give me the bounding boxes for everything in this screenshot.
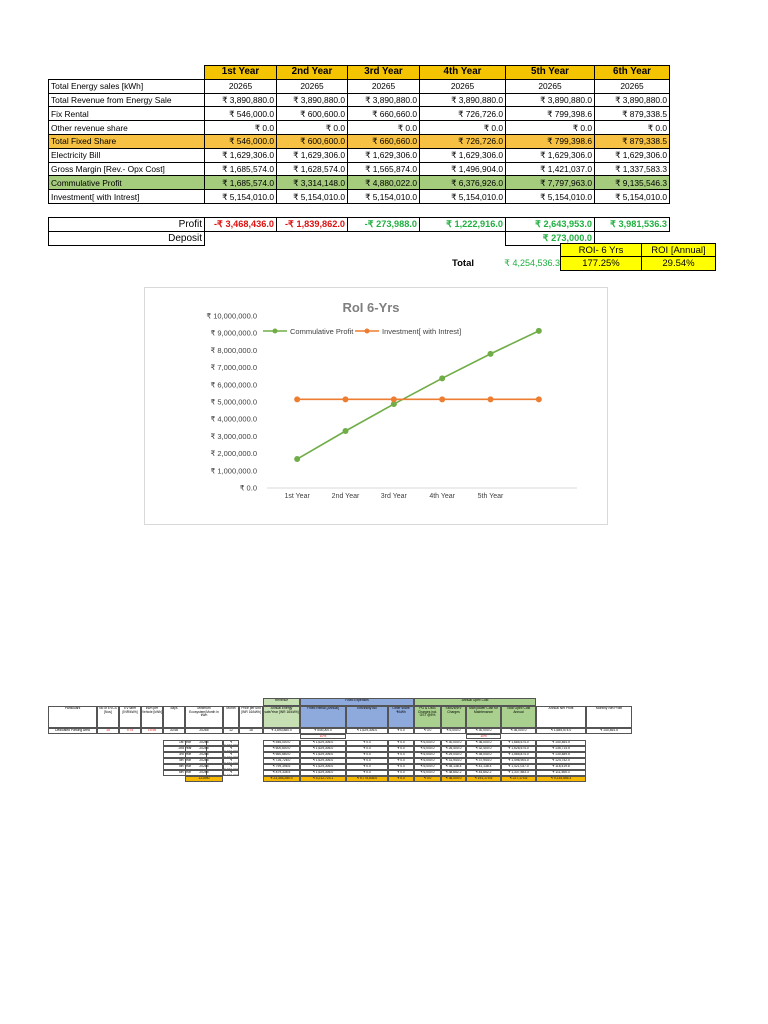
year-row-cell: ₹ 6,000.0: [414, 740, 441, 746]
row-value: ₹ 5,154,010.0: [420, 190, 506, 204]
first-row-cell: ₹ 1,685,574.0: [536, 728, 586, 734]
year-row-cell: ₹ 0.0: [346, 746, 388, 752]
row-value: ₹ 3,890,880.0: [595, 93, 670, 107]
year-row-cell: 20265: [185, 752, 223, 758]
year-row-cell: ₹ 0.0: [388, 746, 414, 752]
row-label: Electricity Bill: [49, 148, 205, 162]
total-row-cell: ₹ 227,174.6: [501, 776, 536, 782]
row-label: Other revenue share: [49, 121, 205, 135]
column-header: days: [163, 706, 185, 728]
row-value: ₹ 1,629,306.0: [348, 148, 420, 162]
year-row-cell: ₹ 0.0: [388, 752, 414, 758]
year-row-cell: ₹ 0.0: [388, 770, 414, 776]
total-row-cell: ₹ 0.0: [388, 776, 414, 782]
first-row-cell: Dedicated Parking Area: [48, 728, 97, 734]
pct-cell: 10%: [466, 734, 501, 739]
roi-chart: [144, 287, 608, 525]
y-tick-label: ₹ 6,000,000.0: [210, 380, 257, 390]
row-label: Commulative Profit: [49, 176, 205, 190]
total-row-cell: ₹ 9,775,836.0: [346, 776, 388, 782]
first-row-cell: ₹ 6,000.0: [441, 728, 466, 734]
row-value: ₹ 0.0: [205, 121, 277, 135]
row-value: ₹ 3,890,880.0: [348, 93, 420, 107]
year-row-cell: ₹ 1,565,874.0: [501, 752, 536, 758]
year-row-cell: ₹ 799,398.6: [263, 764, 300, 770]
first-row-cell: ₹ 0.0: [388, 728, 414, 734]
column-header: Price per unit [INR 16/kWh]: [239, 706, 263, 728]
deposit-label: Deposit: [49, 232, 205, 246]
series-line-commulative-profit: [297, 331, 539, 459]
legend-marker-profit: [273, 329, 278, 334]
year-row-cell: ₹ 3,890,880: [224, 770, 239, 776]
year-row-cell: ₹ 135,714.5: [536, 746, 586, 752]
year-row-cell: ₹ 1,496,904.0: [501, 758, 536, 764]
column-header: Total Opex Cost Annual: [501, 706, 536, 728]
year-row-cell: ₹ 37,944.0: [466, 758, 501, 764]
year-row-cell: ₹ 31,944.0: [441, 758, 466, 764]
row-value: ₹ 0.0: [277, 121, 348, 135]
row-value: ₹ 5,154,010.0: [595, 190, 670, 204]
first-row-cell: ₹ 0.0: [414, 728, 441, 734]
year-row-cell: ₹ 41,138.4: [466, 764, 501, 770]
profit-label: Profit: [49, 218, 205, 232]
row-value: ₹ 0.0: [506, 121, 595, 135]
year-row-cell: ₹ 111,465.3: [536, 770, 586, 776]
year-row-cell: ₹ 0.0: [388, 764, 414, 770]
roi-annual-label: ROI [Annual]: [641, 243, 716, 258]
year-header: 1st Year: [205, 66, 277, 80]
legend-marker-investment: [365, 329, 370, 334]
column-header: Monthly Net Profit: [586, 706, 632, 728]
x-axis: [267, 488, 577, 500]
row-value: ₹ 600,600.0: [277, 107, 348, 121]
year-row-cell: ₹ 1,629,306.0: [300, 746, 346, 752]
row-value: ₹ 5,154,010.0: [205, 190, 277, 204]
column-header: No of EVCS [Nos]: [97, 706, 119, 728]
row-value: ₹ 5,154,010.0: [277, 190, 348, 204]
row-value: ₹ 546,000.0: [205, 134, 277, 148]
year-row-cell: ₹ 3,890,880: [224, 752, 239, 758]
year-row-cell: ₹ 3,890,880: [224, 740, 239, 746]
financial-row: [49, 121, 670, 135]
row-value: ₹ 6,376,926.0: [420, 176, 506, 190]
row-value: ₹ 879,338.5: [595, 134, 670, 148]
year-row-cell: ₹ 1,629,306.0: [300, 740, 346, 746]
roi-chart-svg: [145, 288, 607, 524]
row-value: ₹ 1,685,574.0: [205, 176, 277, 190]
financial-row: [49, 148, 670, 162]
row-value: ₹ 1,629,306.0: [420, 148, 506, 162]
row-label: Investment[ with Intrest]: [49, 190, 205, 204]
first-row-cell: ₹ 546,000.0: [300, 728, 346, 734]
total-label: Total: [452, 258, 474, 269]
profit-value: -₹ 273,988.0: [348, 218, 420, 232]
year-row-cell: ₹ 1,629,306.0: [300, 752, 346, 758]
year-row-cell: ₹ 6,000.0: [414, 764, 441, 770]
y-tick-label: ₹ 9,000,000.0: [210, 328, 257, 338]
year-row-cell: ₹ 35,138.4: [441, 764, 466, 770]
x-tick-label: 2nd Year: [331, 493, 360, 500]
row-value: ₹ 1,685,574.0: [205, 162, 277, 176]
row-value: 20265: [348, 79, 420, 93]
profit-value: -₹ 3,468,436.0: [205, 218, 277, 232]
row-label: Gross Margin [Rev.- Opx Cost]: [49, 162, 205, 176]
first-row-cell: ₹ 1,629,306.0: [346, 728, 388, 734]
financial-row: [49, 93, 670, 107]
year-row-cell: ₹ 600,600.0: [263, 746, 300, 752]
x-tick-label: 1st Year: [284, 493, 310, 500]
y-tick-label: ₹ 3,000,000.0: [210, 431, 257, 441]
year-row-cell: ₹ 1,628,574.0: [501, 746, 536, 752]
year-row-cell: ₹ 0.0: [346, 740, 388, 746]
first-row-cell: ₹ 3,890,880.0: [263, 728, 300, 734]
first-row-cell: ₹ 36,000.0: [501, 728, 536, 734]
data-point-investment: [439, 396, 445, 402]
year-row-cell: ₹ 1,629,306.0: [300, 758, 346, 764]
first-row-cell: 9.75: [119, 728, 141, 734]
group-header-revenue: Revenue: [263, 698, 300, 706]
y-tick-label: ₹ 10,000,000.0: [206, 311, 257, 321]
y-axis: [206, 312, 257, 493]
year-row-label: 3rd Year: [163, 752, 207, 758]
data-point-commulative-profit: [536, 328, 542, 334]
profit-value: -₹ 1,839,862.0: [277, 218, 348, 232]
row-value: 20265: [205, 79, 277, 93]
data-point-commulative-profit: [439, 375, 445, 381]
year-row-cell: ₹ 0.0: [346, 770, 388, 776]
first-row-cell: 12: [223, 728, 239, 734]
year-header: 5th Year: [506, 66, 595, 80]
row-value: ₹ 5,154,010.0: [348, 190, 420, 204]
column-header: Fixed Rental [Annual]: [300, 706, 346, 728]
year-row-cell: ₹ 118,419.8: [536, 764, 586, 770]
deposit-blank: [205, 232, 506, 246]
profit-table: [48, 217, 670, 246]
column-header: Annual Net Profit: [536, 706, 586, 728]
year-header-row: [49, 66, 670, 80]
total-row-cell: ₹ 0.0: [414, 776, 441, 782]
year-header: 2nd Year: [277, 66, 348, 80]
roi-6yrs-label: ROI- 6 Yrs: [560, 243, 642, 258]
financial-row: [49, 107, 670, 121]
first-row-cell: 15: [97, 728, 119, 734]
row-label: Total Fixed Share: [49, 134, 205, 148]
x-tick-label: 3rd Year: [380, 493, 407, 500]
total-row-cell: ₹ 9,135,546.3: [536, 776, 586, 782]
financial-row: [49, 134, 670, 148]
column-header: Annual Energy sale/Year [INR 16/kWh]: [263, 706, 300, 728]
data-point-commulative-profit: [294, 456, 300, 462]
row-value: ₹ 3,890,880.0: [420, 93, 506, 107]
year-row-cell: 20265: [185, 758, 223, 764]
year-row-cell: ₹ 1,629,306.0: [300, 764, 346, 770]
column-header: Man power Cost for Maintenance: [466, 706, 501, 728]
year-header: 3rd Year: [348, 66, 420, 80]
column-header: EV tariff [INR/kWh]: [119, 706, 141, 728]
row-value: ₹ 879,338.5: [595, 107, 670, 121]
y-tick-label: ₹ 1,000,000.0: [210, 466, 257, 476]
y-tick-label: ₹ 0.0: [239, 483, 257, 493]
row-value: ₹ 0.0: [595, 121, 670, 135]
row-value: ₹ 660,660.0: [348, 134, 420, 148]
year-row-cell: ₹ 0.0: [346, 752, 388, 758]
year-row-cell: ₹ 879,338.5: [263, 770, 300, 776]
row-label: Total Energy sales [kWh]: [49, 79, 205, 93]
row-value: ₹ 546,000.0: [205, 107, 277, 121]
year-row-cell: ₹ 3,890,880: [224, 758, 239, 764]
year-row-cell: ₹ 32,400.0: [466, 746, 501, 752]
row-value: ₹ 799,398.6: [506, 107, 595, 121]
pct-cell: 10%: [300, 734, 346, 739]
row-value: ₹ 726,726.0: [420, 107, 506, 121]
data-point-investment: [536, 396, 542, 402]
year-row-cell: 20265: [185, 764, 223, 770]
row-value: ₹ 9,135,546.3: [595, 176, 670, 190]
year-row-cell: ₹ 1,629,306.0: [300, 770, 346, 776]
plot-area: [294, 328, 542, 462]
row-value: ₹ 0.0: [348, 121, 420, 135]
year-row-cell: 20265: [185, 740, 223, 746]
y-tick-label: ₹ 8,000,000.0: [210, 345, 257, 355]
roi-annual-value: 29.54%: [641, 256, 716, 271]
y-tick-label: ₹ 7,000,000.0: [210, 363, 257, 373]
year-row-cell: 20265: [185, 746, 223, 752]
total-row-cell: ₹ 191,174.6: [466, 776, 501, 782]
year-row-cell: ₹ 1,421,037.0: [501, 764, 536, 770]
data-point-investment: [294, 396, 300, 402]
year-row-cell: ₹ 6,000.0: [414, 746, 441, 752]
x-tick-label: 5th Year: [477, 493, 504, 500]
row-value: ₹ 5,154,010.0: [506, 190, 595, 204]
roi-6yrs-value: 177.25%: [560, 256, 642, 271]
year-row-cell: ₹ 0.0: [346, 758, 388, 764]
column-header: SMS/WIFI/ Charges: [441, 706, 466, 728]
total-value: ₹ 4,254,536.3: [504, 258, 560, 268]
year-row-label: 1st Year: [163, 740, 207, 746]
year-row-cell: ₹ 3,890,880: [224, 746, 239, 752]
legend-label-investment: Investment[ with Intrest]: [382, 327, 462, 336]
y-tick-label: ₹ 4,000,000.0: [210, 414, 257, 424]
row-value: ₹ 3,890,880.0: [277, 93, 348, 107]
year-row-label: 4th Year: [163, 758, 207, 764]
row-value: ₹ 1,421,037.0: [506, 162, 595, 176]
year-row-cell: ₹ 546,000.0: [263, 740, 300, 746]
year-row-cell: ₹ 6,000.0: [414, 758, 441, 764]
financial-row: [49, 176, 670, 190]
column-header: PG & OMS Charges incl. GST @5%: [414, 706, 441, 728]
year-row-label: 5th Year: [163, 764, 207, 770]
year-row-cell: ₹ 124,742.0: [536, 758, 586, 764]
first-row-cell: 30.66: [163, 728, 185, 734]
profit-value: ₹ 3,981,536.3: [595, 218, 670, 232]
year-row-cell: 20265: [185, 770, 223, 776]
row-value: ₹ 660,660.0: [348, 107, 420, 121]
row-value: ₹ 726,726.0: [420, 134, 506, 148]
year-header: 6th Year: [595, 66, 670, 80]
data-point-commulative-profit: [343, 428, 349, 434]
data-point-investment: [391, 396, 397, 402]
row-value: ₹ 3,314,148.0: [277, 176, 348, 190]
year-row-label: 6th Year: [163, 770, 207, 776]
row-label: Fix Rental: [49, 107, 205, 121]
profit-value: ₹ 2,643,953.0: [506, 218, 595, 232]
data-point-investment: [343, 396, 349, 402]
row-value: ₹ 3,890,880.0: [205, 93, 277, 107]
deposit-value: ₹ 273,000.0: [506, 232, 595, 246]
year-row-cell: ₹ 140,464.5: [536, 740, 586, 746]
group-header-opex: Annual Opex Cost: [414, 698, 536, 706]
financial-summary-table: [48, 65, 670, 204]
data-point-investment: [488, 396, 494, 402]
row-value: ₹ 4,880,022.0: [348, 176, 420, 190]
year-row-cell: ₹ 726,726.0: [263, 758, 300, 764]
first-row-cell: 19.95: [141, 728, 163, 734]
y-tick-label: ₹ 5,000,000.0: [210, 397, 257, 407]
year-row-cell: ₹ 1,685,574.0: [501, 740, 536, 746]
total-row-cell: ₹ 36,000.0: [441, 776, 466, 782]
row-value: ₹ 0.0: [420, 121, 506, 135]
row-value: ₹ 799,398.6: [506, 134, 595, 148]
row-label: Total Revenue from Energy Sale: [49, 93, 205, 107]
year-row-cell: ₹ 3,890,880: [224, 764, 239, 770]
total-row-cell: ₹ 4,212,723.1: [300, 776, 346, 782]
row-value: ₹ 1,629,306.0: [506, 148, 595, 162]
financial-row: [49, 162, 670, 176]
chart-legend: [263, 327, 461, 336]
row-value: ₹ 1,629,306.0: [595, 148, 670, 162]
year-row-cell: ₹ 26,400.0: [441, 746, 466, 752]
year-row-label: 2nd Year: [163, 746, 207, 752]
year-row-cell: ₹ 36,000.0: [466, 740, 501, 746]
first-row-cell: ₹ 30,000.0: [466, 728, 501, 734]
column-header: Other share ₹/kWh: [388, 706, 414, 728]
column-header: Particulars: [48, 706, 97, 728]
year-row-cell: ₹ 130,489.5: [536, 752, 586, 758]
first-row-cell: 20265: [185, 728, 223, 734]
row-value: ₹ 1,629,306.0: [277, 148, 348, 162]
year-header: 4th Year: [420, 66, 506, 80]
row-value: 20265: [277, 79, 348, 93]
row-value: 20265: [506, 79, 595, 93]
year-row-cell: ₹ 35,040.0: [466, 752, 501, 758]
year-row-cell: ₹ 0.0: [346, 764, 388, 770]
legend-label-profit: Commulative Profit: [290, 327, 354, 336]
column-header: Electricity Bill: [346, 706, 388, 728]
row-value: ₹ 1,496,904.0: [420, 162, 506, 176]
row-value: ₹ 1,565,874.0: [348, 162, 420, 176]
row-value: ₹ 1,628,574.0: [277, 162, 348, 176]
row-value: ₹ 3,890,880.0: [506, 93, 595, 107]
year-row-cell: ₹ 660,660.0: [263, 752, 300, 758]
row-value: ₹ 600,600.0: [277, 134, 348, 148]
row-value: ₹ 7,797,963.0: [506, 176, 595, 190]
year-row-cell: ₹ 6,000.0: [414, 752, 441, 758]
year-row-cell: ₹ 0.0: [388, 740, 414, 746]
year-row-cell: ₹ 38,652.2: [441, 770, 466, 776]
year-row-cell: ₹ 0.0: [388, 758, 414, 764]
year-row-cell: ₹ 30,000.0: [441, 740, 466, 746]
first-row-cell: 16: [239, 728, 263, 734]
column-header: kWh per Vehicle [kWh]: [141, 706, 163, 728]
first-row-cell: ₹ 140,464.5: [586, 728, 632, 734]
financial-row: [49, 190, 670, 204]
row-value: 20265: [595, 79, 670, 93]
data-point-commulative-profit: [488, 351, 494, 357]
year-row-cell: ₹ 29,040.0: [441, 752, 466, 758]
year-row-cell: ₹ 6,000.0: [414, 770, 441, 776]
year-row-cell: ₹ 44,652.2: [466, 770, 501, 776]
row-value: ₹ 1,629,306.0: [205, 148, 277, 162]
row-value: ₹ 1,337,583.3: [595, 162, 670, 176]
column-header: Month: [223, 706, 239, 728]
year-row-cell: ₹ 1,337,583.3: [501, 770, 536, 776]
column-header: Minimum Ecosystem/Month in kWh: [185, 706, 223, 728]
row-value: 20265: [420, 79, 506, 93]
group-header-fixed: Fixed Expenses: [300, 698, 414, 706]
financial-row: [49, 79, 670, 93]
profit-value: ₹ 1,222,916.0: [420, 218, 506, 232]
x-tick-label: 4th Year: [429, 493, 456, 500]
y-tick-label: ₹ 2,000,000.0: [210, 449, 257, 459]
profit-row: [49, 218, 670, 232]
header-blank-cell: [49, 66, 205, 80]
total-row-cell: 121590: [185, 776, 223, 782]
total-row-cell: ₹ 23,345,280.0: [263, 776, 300, 782]
chart-title: RoI 6-Yrs: [342, 300, 400, 315]
